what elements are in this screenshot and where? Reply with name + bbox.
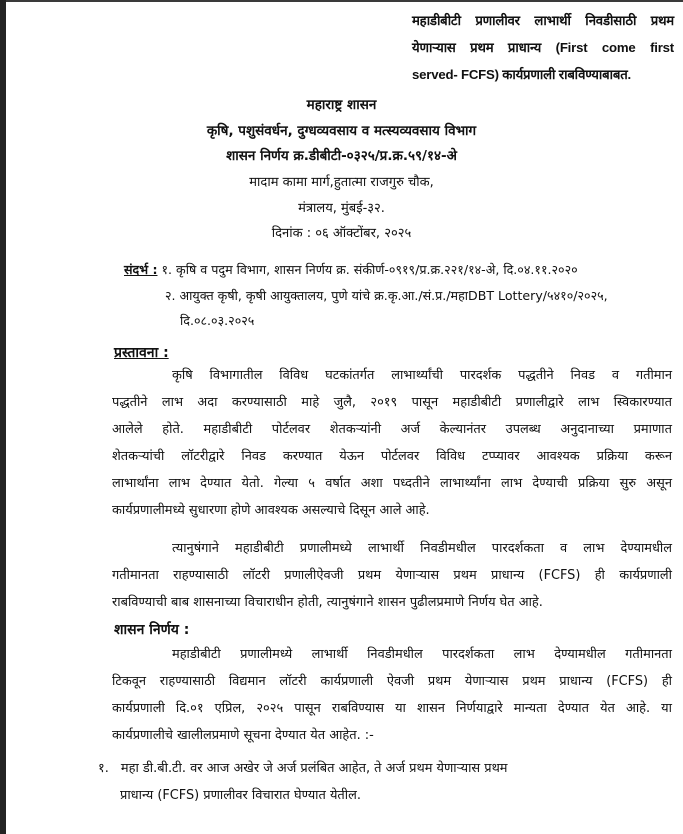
document-date: दिनांक : ०६ ऑक्टोंबर, २०२५ — [271, 226, 412, 241]
gr-number: शासन निर्णय क्र.डीबीटी-०३२५/प्र.क्र.५९/१४-अे — [226, 148, 457, 164]
reference-item-2-date: दि.०८.०३.२०२५ — [180, 313, 255, 328]
government-name: महाराष्ट्र शासन — [306, 97, 377, 113]
window-top-border — [0, 0, 683, 2]
paragraph-line: आलेले होते. महाडीबीटी पोर्टलवर शेतकऱ्यांनी अर्ज केल्यानंतर उपलब्ध अनुदानाच्या प्रमाणात — [112, 422, 672, 437]
subject-line: येणाऱ्यास प्रथम प्राधान्य (First come first — [412, 40, 674, 55]
decision-paragraph — [112, 641, 672, 749]
paragraph-line: त्यानुषंगाने महाडीबीटी प्रणालीमध्ये लाभार्थी निवडीमधील पारदर्शकता व लाभ देण्यामधील — [172, 541, 672, 556]
list-text-line-2: प्राधान्य (FCFS) प्रणालीवर विचारात घेण्यात येतील. — [120, 788, 361, 803]
subject-line: served- FCFS) कार्यप्रणाली राबविण्याबाबत. — [412, 67, 632, 82]
paragraph-line: पद्धतीने लाभ अदा करण्यासाठी माहे जुलै, २०१९ पासून महाडीबीटी प्रणालीद्वारे लाभ स्विकारण्यात — [112, 395, 672, 410]
subject-block — [412, 8, 674, 89]
decision-heading: शासन निर्णय : — [114, 622, 190, 638]
paragraph-line: कार्यप्रणालीमध्ये सुधारणा होणे आवश्यक असल्याचे दिसून आले आहे. — [112, 503, 430, 518]
paragraph-line: टिकवून राहण्यासाठी विद्यमान लॉटरी कार्यप्रणाली ऐवजी प्रथम येणाऱ्यास प्रथम प्राधान्य (FCFS) ही — [112, 674, 672, 689]
list-text-line-1: महा डी.बी.टी. वर आज अखेर जे अर्ज प्रलंबित आहेत, ते अर्ज प्रथम येणाऱ्यास प्रथम — [120, 761, 508, 776]
subject-line: महाडीबीटी प्रणालीवर लाभार्थी निवडीसाठी प्रथम — [412, 13, 674, 28]
department-name: कृषि, पशुसंवर्धन, दुग्धव्यवसाय व मत्स्यव्यवसाय विभाग — [206, 123, 477, 139]
reference-item-2: २. आयुक्त कृषी, कृषी आयुक्तालय, पुणे यांचे क्र.कृ.आ./सं.प्र./महाDBT Lottery/५४१०/२०२५, — [165, 288, 608, 303]
reference-text: १. कृषि व पदुम विभाग, शासन निर्णय क्र. संकीर्ण-०९१९/प्र.क्र.२२१/१४-अे, दि.०४.११.२०२० — [161, 262, 578, 277]
reference-item-1 — [124, 261, 578, 278]
address-line-1: मादाम कामा मार्ग,हुतात्मा राजगुरु चौक, — [249, 175, 434, 190]
paragraph-line: कार्यप्रणाली दि.०१ एप्रिल, २०२५ पासून राबविण्यास या शासन निर्णयाद्वारे मान्यता देण्यात येत आहे. या — [112, 701, 672, 716]
decision-list-item-1 — [98, 755, 508, 782]
paragraph-line: कार्यप्रणालीचे खालीलप्रमाणे सूचना देण्यात येत आहेत. :- — [112, 728, 374, 743]
paragraph-line: राबविण्याची बाब शासनाच्या विचाराधीन होती, त्यानुषंगाने शासन पुढीलप्रमाणे निर्णय घेत आहे. — [112, 595, 543, 610]
paragraph-line: लाभार्थांना लाभ देण्यात येतो. गेल्या ५ वर्षात अशा पध्दतीने लाभार्थ्यांना लाभ देण्याची प्रक्रिया सुरु असून — [112, 476, 672, 491]
paragraph-line: कृषि विभागातील विविध घटकांतर्गत लाभार्थ्यांची पारदर्शक पद्धतीने निवड व गतीमान — [172, 368, 672, 383]
reference-label: संदर्भ : — [124, 262, 158, 277]
paragraph-line: गतीमानता राहण्यासाठी लॉटरी प्रणालीऐवजी प्रथम येणाऱ्यास प्रथम प्राधान्य (FCFS) ही कार्यप्रणाली — [112, 568, 672, 583]
preamble-paragraph-2 — [112, 535, 672, 616]
preamble-paragraph-1 — [112, 362, 672, 524]
list-number: १. — [98, 761, 109, 776]
preamble-heading: प्रस्तावना : — [114, 345, 169, 361]
paragraph-line: शेतकऱ्यांची लॉटरीद्वारे निवड करण्यात येऊन पोर्टलवर विविध टप्प्यावर आवश्यक प्रक्रिया करून — [112, 449, 672, 464]
address-line-2: मंत्रालय, मुंबई-३२. — [298, 201, 385, 216]
paragraph-line: महाडीबीटी प्रणालीमध्ये लाभार्थी निवडीमधील पारदर्शकता लाभ देण्यामधील गतीमानता — [172, 647, 672, 662]
